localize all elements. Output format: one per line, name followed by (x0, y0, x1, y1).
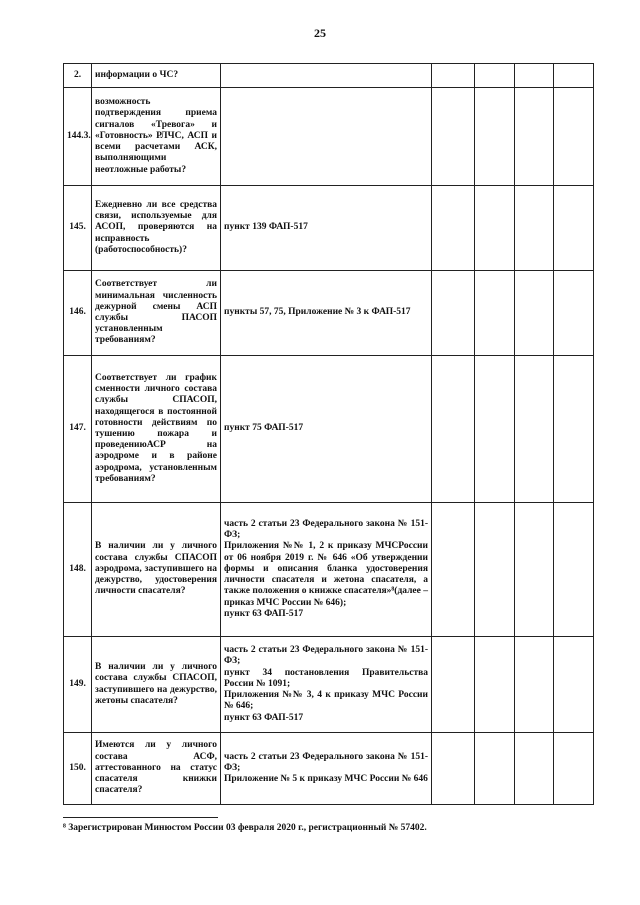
table-row (64, 733, 594, 805)
table-row (64, 271, 594, 356)
answer-cell[interactable] (432, 503, 475, 637)
answer-cell[interactable] (475, 64, 515, 88)
row-number: 150. (64, 733, 92, 805)
answer-cell[interactable] (554, 733, 594, 805)
row-reference (221, 64, 432, 88)
reference-line: пункт 63 ФАП-517 (224, 712, 304, 723)
reference-line: пункт 139 ФАП-517 (224, 222, 308, 233)
answer-cell[interactable] (475, 88, 515, 186)
row-number: 149. (64, 637, 92, 733)
answer-cell[interactable] (475, 186, 515, 271)
footnote: ⁸ Зарегистрирован Минюстом России 03 февраля 2020 г., регистрационный № 57402. (63, 823, 427, 833)
answer-cell[interactable] (515, 88, 554, 186)
answer-cell[interactable] (432, 356, 475, 503)
reference-line: часть 2 статьи 23 Федерального закона № 151-ФЗ; (224, 751, 428, 773)
row-number: 146. (64, 271, 92, 356)
row-number: 144.3. (64, 88, 92, 186)
answer-cell[interactable] (432, 733, 475, 805)
answer-cell[interactable] (554, 271, 594, 356)
row-reference (221, 186, 432, 271)
answer-cell[interactable] (554, 637, 594, 733)
answer-cell[interactable] (432, 64, 475, 88)
answer-cell[interactable] (515, 186, 554, 271)
answer-cell[interactable] (475, 356, 515, 503)
row-number: 2. (64, 64, 92, 88)
answer-cell[interactable] (515, 356, 554, 503)
row-reference (221, 503, 432, 637)
reference-line: Приложения №№ 1, 2 к приказу МЧСРоссии от 06 ноября 2019 г. № 646 «Об утверждении формы и описания бланка удостоверения личности спасателя и жетона спасателя, а также положения о книжке спасателя»⁸(далее – приказ МЧС России № 646); (224, 541, 428, 608)
answer-cell[interactable] (432, 88, 475, 186)
reference-line: часть 2 статьи 23 Федерального закона № 151-ФЗ; (224, 519, 428, 541)
table-row (64, 637, 594, 733)
row-question: Имеются ли у личного состава АСФ, аттестованного на статус спасателя книжки спасателя? (92, 733, 221, 805)
answer-cell[interactable] (554, 503, 594, 637)
row-reference (221, 733, 432, 805)
answer-cell[interactable] (475, 733, 515, 805)
reference-line: пункт 75 ФАП-517 (224, 423, 304, 434)
answer-cell[interactable] (475, 271, 515, 356)
row-question: Ежедневно ли все средства связи, используемые для АСОП, проверяются на исправность (работоспособность)? (92, 186, 221, 271)
reference-line: Приложения №№ 3, 4 к приказу МЧС России № 646; (224, 690, 428, 712)
answer-cell[interactable] (515, 503, 554, 637)
row-reference (221, 88, 432, 186)
reference-line: пункт 34 постановления Правительства России № 1091; (224, 667, 428, 689)
row-number: 148. (64, 503, 92, 637)
row-question: Соответствует ли минимальная численность дежурной смены АСП службы ПАСОП установленным требованиям? (92, 271, 221, 356)
row-question: Соответствует ли график сменности личного состава службы СПАСОП, находящегося в постоянной готовности действиям по тушению пожара и проведениюАСР на аэродроме и в районе аэродрома, установленным требованиям? (92, 356, 221, 503)
table-row (64, 186, 594, 271)
reference-line: пункт 63 ФАП-517 (224, 608, 304, 619)
checklist-table (63, 63, 594, 805)
answer-cell[interactable] (432, 271, 475, 356)
row-number: 147. (64, 356, 92, 503)
answer-cell[interactable] (432, 186, 475, 271)
table-row (64, 356, 594, 503)
checklist-rows (64, 64, 594, 805)
row-reference (221, 356, 432, 503)
answer-cell[interactable] (515, 271, 554, 356)
footnote-divider (63, 817, 218, 818)
row-question: возможность подтверждения приема сигналов «Тревога» и «Готовность» РЛЧС, АСП и всеми расчетами АСК, выполняющими неотложные работы? (92, 88, 221, 186)
row-question: В наличии ли у личного состава службы СПАСОП, заступившего на дежурство, жетоны спасателя? (92, 637, 221, 733)
reference-line: пункты 57, 75, Приложение № 3 к ФАП-517 (224, 307, 411, 318)
answer-cell[interactable] (515, 64, 554, 88)
row-reference (221, 271, 432, 356)
table-row (64, 88, 594, 186)
reference-line: Приложение № 5 к приказу МЧС России № 646 (224, 774, 428, 785)
answer-cell[interactable] (515, 733, 554, 805)
row-question: информации о ЧС? (92, 64, 221, 88)
answer-cell[interactable] (432, 637, 475, 733)
row-number: 145. (64, 186, 92, 271)
table-row (64, 64, 594, 88)
table-row (64, 503, 594, 637)
page-number: 25 (314, 26, 326, 40)
answer-cell[interactable] (554, 88, 594, 186)
row-reference (221, 637, 432, 733)
answer-cell[interactable] (475, 503, 515, 637)
answer-cell[interactable] (554, 356, 594, 503)
row-question: В наличии ли у личного состава службы СПАСОП аэродрома, заступившего на дежурство, удостоверения личности спасателя? (92, 503, 221, 637)
answer-cell[interactable] (475, 637, 515, 733)
answer-cell[interactable] (554, 64, 594, 88)
answer-cell[interactable] (554, 186, 594, 271)
reference-line: часть 2 статьи 23 Федерального закона № 151-ФЗ; (224, 645, 428, 667)
answer-cell[interactable] (515, 637, 554, 733)
